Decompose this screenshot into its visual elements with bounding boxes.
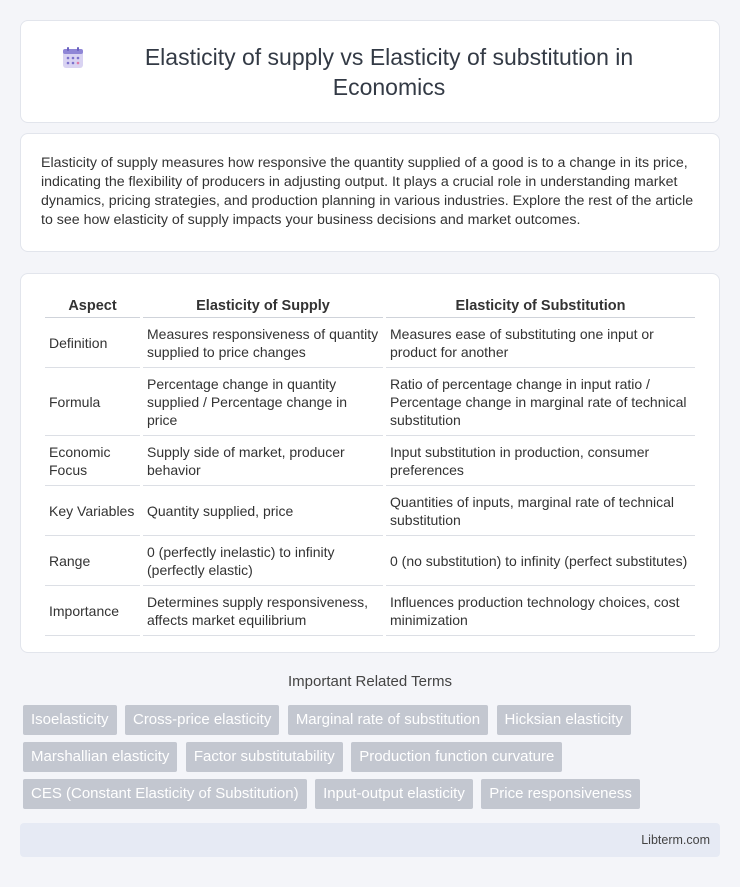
row-aspect: Key Variables	[45, 486, 140, 536]
related-terms-list	[23, 705, 723, 816]
row-aspect: Range	[45, 536, 140, 586]
table-header-row	[45, 294, 695, 318]
row-supply: 0 (perfectly inelastic) to infinity (perfectly elastic)	[143, 536, 383, 586]
row-supply: Determines supply responsiveness, affects market equilibrium	[143, 586, 383, 636]
table-row	[45, 536, 695, 586]
row-supply: Quantity supplied, price	[143, 486, 383, 536]
table-row	[45, 436, 695, 486]
intro-card	[20, 133, 720, 252]
page-title: Elasticity of supply vs Elasticity of substitution in Economics	[144, 43, 634, 100]
related-term-tag[interactable]: CES (Constant Elasticity of Substitution)	[23, 779, 307, 809]
title-wrap	[21, 42, 719, 102]
comparison-card	[20, 273, 720, 653]
row-aspect: Importance	[45, 586, 140, 636]
related-term-tag[interactable]: Hicksian elasticity	[497, 705, 631, 735]
related-term-tag[interactable]: Price responsiveness	[481, 779, 640, 809]
comparison-table	[42, 294, 698, 636]
row-substitution: Measures ease of substituting one input or product for another	[386, 318, 695, 368]
related-term-tag[interactable]: Production function curvature	[351, 742, 562, 772]
related-term-tag[interactable]: Marginal rate of substitution	[288, 705, 488, 735]
related-term-tag[interactable]: Factor substitutability	[186, 742, 343, 772]
related-term-tag[interactable]: Isoelasticity	[23, 705, 117, 735]
row-aspect: Formula	[45, 368, 140, 436]
table-row	[45, 318, 695, 368]
row-substitution: Influences production technology choices, cost minimization	[386, 586, 695, 636]
row-supply: Supply side of market, producer behavior	[143, 436, 383, 486]
footer	[20, 823, 720, 857]
row-aspect: Economic Focus	[45, 436, 140, 486]
related-term-tag[interactable]: Input-output elasticity	[315, 779, 473, 809]
intro-paragraph: Elasticity of supply measures how responsive the quantity supplied of a good is to a change in its price, indicating the flexibility of producers in adjusting output. It plays a crucial role in understanding market dynamics, pricing strategies, and production planning in various industries. Explore the rest of the article to see how elasticity of supply impacts your business decisions and market outcomes.	[41, 155, 694, 228]
table-row	[45, 586, 695, 636]
table-row	[45, 486, 695, 536]
row-substitution: Ratio of percentage change in input ratio / Percentage change in marginal rate of technical substitution	[386, 368, 695, 436]
row-supply: Measures responsiveness of quantity supplied to price changes	[143, 318, 383, 368]
row-substitution: 0 (no substitution) to infinity (perfect substitutes)	[386, 536, 695, 586]
table-row	[45, 368, 695, 436]
related-term-tag[interactable]: Marshallian elasticity	[23, 742, 177, 772]
row-substitution: Quantities of inputs, marginal rate of technical substitution	[386, 486, 695, 536]
related-terms-heading: Important Related Terms	[288, 673, 452, 690]
row-supply: Percentage change in quantity supplied / Percentage change in price	[143, 368, 383, 436]
title-card	[20, 20, 720, 123]
header-aspect: Aspect	[45, 294, 140, 318]
header-supply: Elasticity of Supply	[143, 294, 383, 318]
row-substitution: Input substitution in production, consumer preferences	[386, 436, 695, 486]
related-term-tag[interactable]: Cross-price elasticity	[125, 705, 279, 735]
header-substitution: Elasticity of Substitution	[386, 294, 695, 318]
footer-site-link[interactable]: Libterm.com	[641, 833, 710, 847]
row-aspect: Definition	[45, 318, 140, 368]
calendar-icon	[61, 46, 85, 70]
